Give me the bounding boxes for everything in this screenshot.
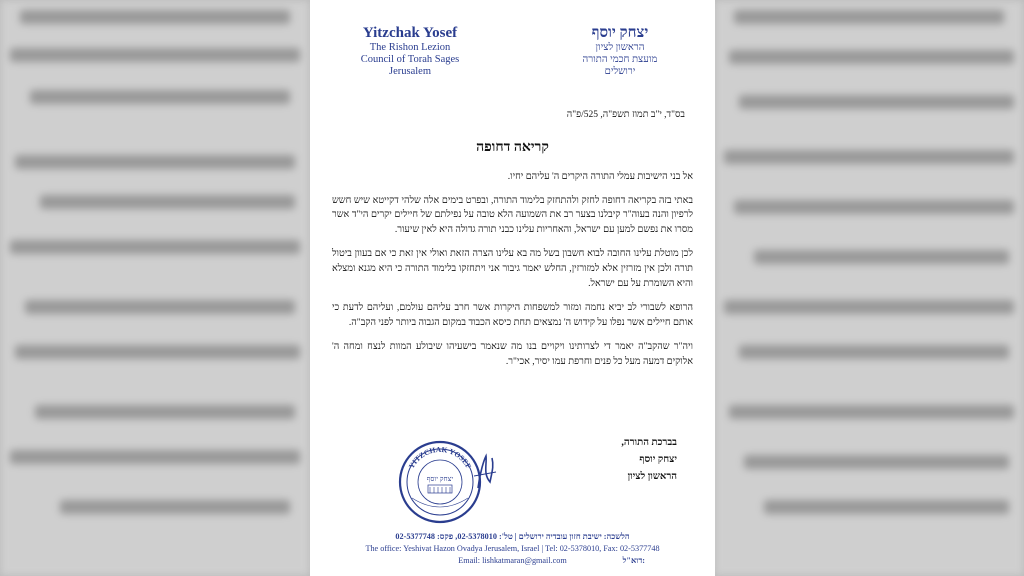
letter-footer [310,531,715,567]
letter-body [332,170,693,380]
letterhead-english-line: Jerusalem [389,66,431,77]
letterhead-hebrew [555,24,685,78]
footer-hebrew: הלשכה: ישיבת חזון עובדיה ירושלים | טל': 02-5378010, פקס: 02-5377748 [395,532,630,541]
paragraph: הרופא לשבורי לב יביא נחמה ומזור למשפחות היקרות אשר חרב עליהם עולמם, ועליהם לדעת כי אותם חיילים אשר נפלו על קידוש ה' נמצאים תחת כיסא הכבוד במקום הגבוה ביותר לפני הקב"ה. [332,302,693,328]
background-blur-right [714,0,1024,576]
letter-title: קריאה דחופה [476,140,549,155]
letterhead-english-name: Yitzchak Yosef [362,25,458,41]
svg-text:יצחק יוסף: יצחק יוסף [426,475,454,483]
official-seal-icon [398,440,482,524]
salutation: אל בני הישיבות עמלי התורה היקרים ה' עליהם יחיו. [507,171,693,182]
letterhead-hebrew-line: מועצת חכמי התורה [582,54,658,65]
background-blur-left [0,0,310,576]
letterhead-hebrew-name: יצחק יוסף [591,25,649,41]
signature-closing: בברכת התורה, [621,437,677,448]
footer-email-hebrew-label: דוא"ל: [622,556,645,565]
letter-page [310,0,715,576]
footer-email[interactable]: Email: lishkatmaran@gmail.com [458,556,567,565]
paragraph: באתי בזה בקריאה דחופה לחזק ולהתחזק בלימוד התורה, ובפרט בימים אלה שלהי דקייטא שיש חשש לרפיון והנה בעוה"ר קיבלנו בצער רב את השמועה הלא טובה על נפילתם של חיילים יקרים הי"ד אשר מסרו את נפשם למען עם ישראל, והאחריות עלינו כבני תורה גדולה היא לאין שיעור. [332,194,693,235]
signature-block [621,434,677,485]
signature-name: יצחק יוסף [639,454,677,465]
paragraph: לכן מוטלת עלינו החובה לבוא חשבון בשל מה בא עלינו הצרה הזאת ואולי אין זאת כי אם בעוון ביטול תורה ולכן אין מזרזין אלא למזורזין, החלש יאמר גיבור אני ויתחזקו בלימוד התורה כי היא מגנא ומצלא והיא השומרת על עם ישראל. [332,248,693,289]
letterhead-english-line: The Rishon Lezion [369,42,451,53]
svg-text:YITZCHAK YOSEF: YITZCHAK YOSEF [406,444,474,471]
footer-english: The office: Yeshivat Hazon Ovadya Jerusalem, Israel | Tel: 02-5378010, Fax: 02-5377748 [365,544,660,553]
letterhead-hebrew-line: ירושלים [604,66,636,77]
letterhead-english-line: Council of Torah Sages [360,54,460,65]
footer-email-row [310,555,715,567]
paragraph: ויה"ר שהקב"ה יאמר די לצרותינו ויקויים בנו מה שנאמר בישעיהו שיבולע המוות לנצח ומחה ה' אלוקים דמעה מעל כל פנים וחרפת עמו יסיר, אכי"ר. [332,341,693,367]
letterhead-english [340,24,480,78]
signature-title: הראשון לציון [627,471,677,482]
letterhead-hebrew-line: הראשון לציון [595,42,645,53]
letter-date: בס"ד, י"ב תמוז תשפ"ה, 525/פ"ה [566,110,685,120]
